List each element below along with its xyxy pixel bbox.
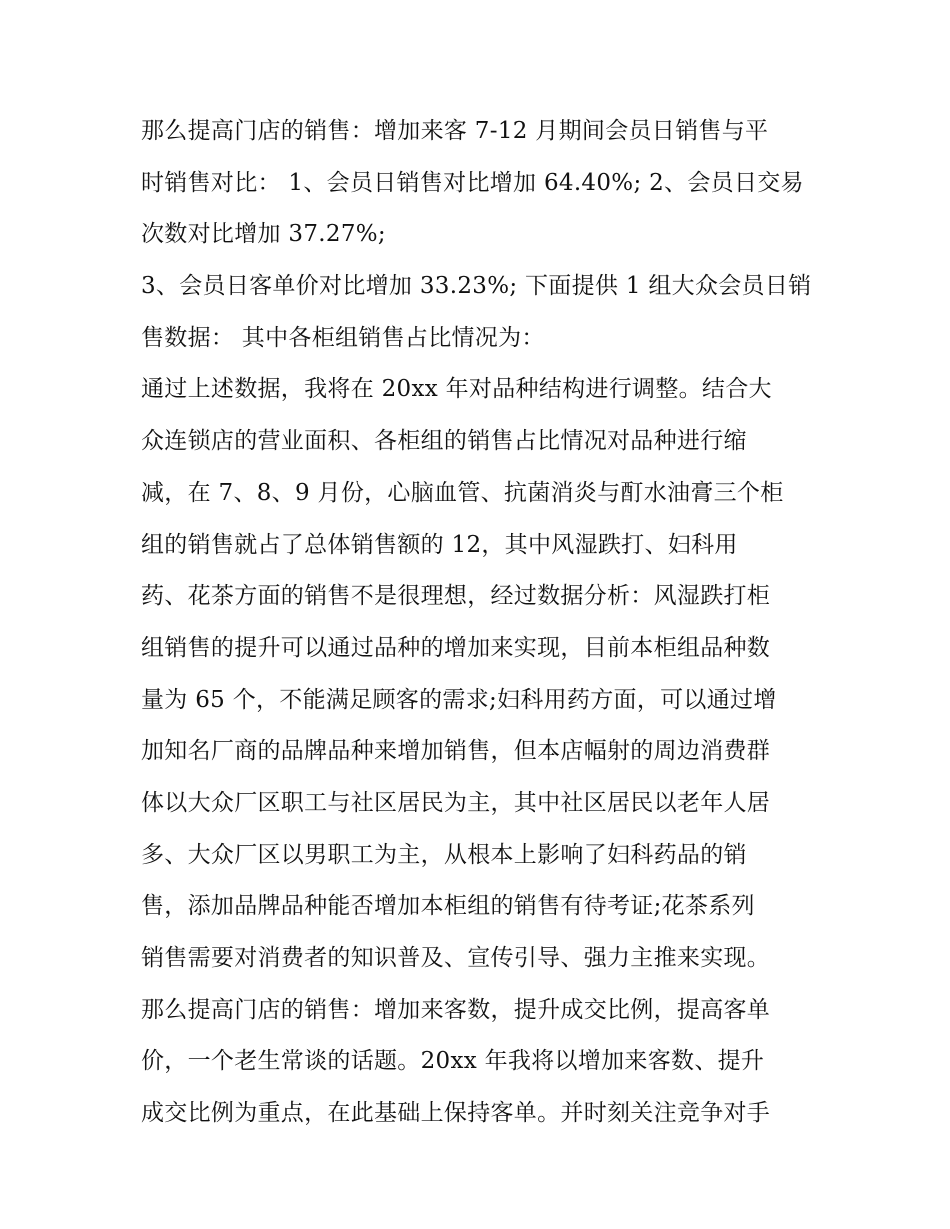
text-line: 体以大众厂区职工与社区居民为主，其中社区居民以老年人居 (141, 789, 771, 816)
text-line: 组销售的提升可以通过品种的增加来实现，目前本柜组品种数 (141, 634, 771, 661)
text-line: 组的销售就占了总体销售额的 12，其中风湿跌打、妇科用 (141, 531, 738, 558)
text-line: 时销售对比： 1、会员日销售对比增加 64.40%; 2、会员日交易 (141, 169, 804, 196)
text-line: 次数对比增加 37.27%; (141, 221, 386, 248)
text-line: 加知名厂商的品牌品种来增加销售，但本店幅射的周边消费群 (141, 738, 771, 765)
text-line: 售数据： 其中各柜组销售占比情况为： (141, 324, 545, 351)
text-line: 量为 65 个，不能满足顾客的需求;妇科用药方面，可以通过增 (141, 686, 777, 713)
text-line: 价，一个老生常谈的话题。20xx 年我将以增加来客数、提升 (141, 1048, 765, 1075)
text-line: 药、花茶方面的销售不是很理想，经过数据分析：风湿跌打柜 (141, 583, 771, 610)
text-line: 销售需要对消费者的知识普及、宣传引导、强力主推来实现。 (141, 945, 771, 971)
text-line: 售，添加品牌品种能否增加本柜组的销售有待考证;花茶系列 (141, 893, 755, 920)
body-text (141, 106, 821, 1140)
text-line: 减，在 7、8、9 月份，心脑血管、抗菌消炎与酊水油膏三个柜 (141, 479, 784, 506)
text-line: 众连锁店的营业面积、各柜组的销售占比情况对品种进行缩 (141, 428, 747, 455)
text-line: 多、大众厂区以男职工为主，从根本上影响了妇科药品的销 (141, 841, 747, 868)
text-line: 3、会员日客单价对比增加 33.23%; 下面提供 1 组大众会员日销 (141, 273, 812, 300)
text-line: 通过上述数据，我将在 20xx 年对品种结构进行调整。结合大 (141, 376, 772, 403)
text-line: 那么提高门店的销售：增加来客 7-12 月期间会员日销售与平 (141, 118, 769, 144)
text-line: 成交比例为重点，在此基础上保持客单。并时刻关注竞争对手 (141, 1100, 771, 1127)
text-line: 那么提高门店的销售：增加来客数，提升成交比例，提高客单 (141, 996, 771, 1023)
